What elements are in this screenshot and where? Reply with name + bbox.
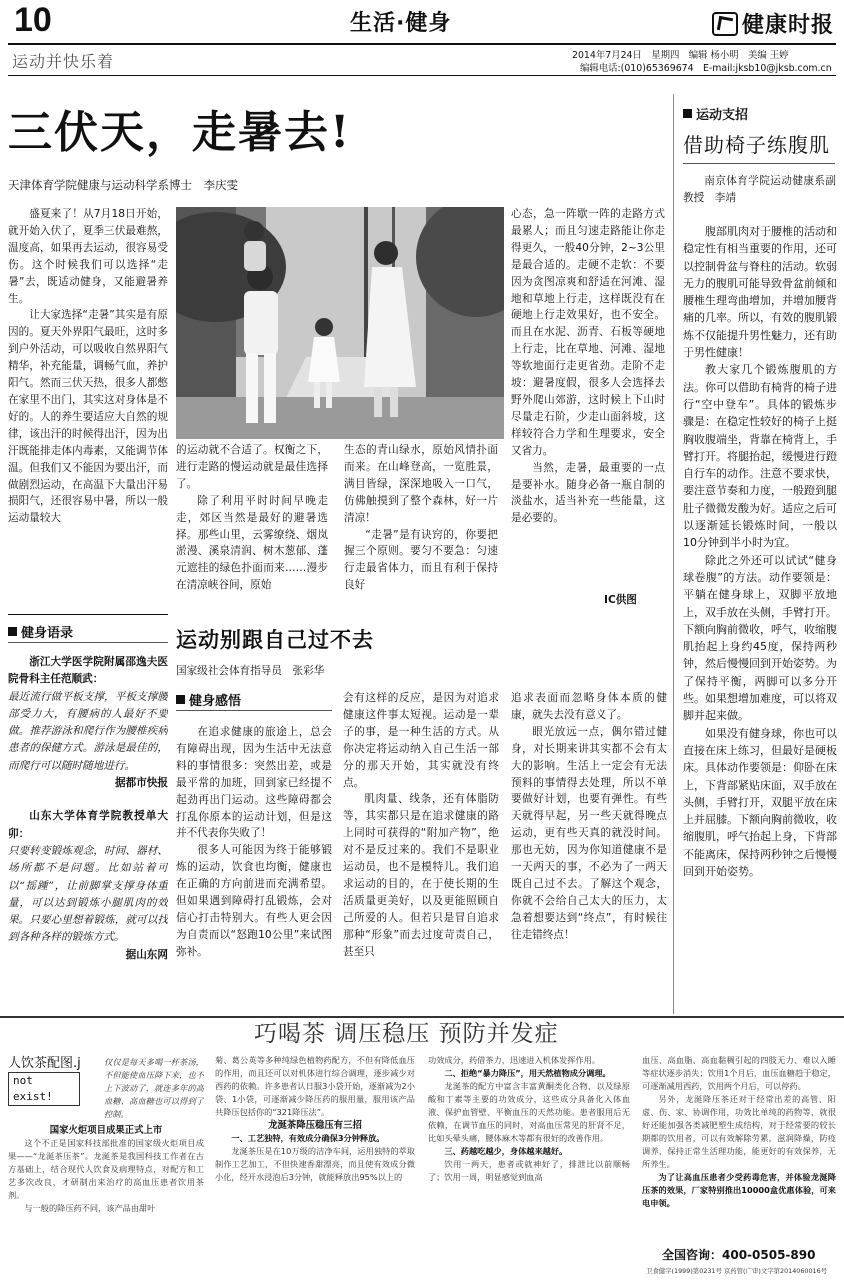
article2-para: 在追求健康的旅途上，总会有障碍出现，因为生活中无法意料的事情很多：突然出差，或是最平常的加班，回到家已经提不起劲再出门运动。这些障碍都会打乱你原本的运动计划，但是这并不代表你失败了！ xyxy=(176,726,332,840)
family-walking-illustration xyxy=(176,207,504,439)
yulu-top-rule xyxy=(8,614,168,615)
ad-subhead: 龙涎茶降压稳压有三招 xyxy=(268,1120,362,1131)
yulu-quotes xyxy=(8,654,168,1010)
header-rule xyxy=(8,43,836,45)
main-photo xyxy=(176,207,504,439)
sidebar-para: 腹部肌肉对于腰椎的活动和稳定性有相当重要的作用，还可以控制骨盆与脊柱的活动。软弱无力的腹肌可能导致骨盆前倾和腰椎生理弯曲增加，并增加腰背痛的几率。所以，有效的腹肌锻炼不仅能提升男性魅力，还有助于男性健康！ xyxy=(683,225,837,360)
main-para: 盛夏来了！从7月18日开始，就开始入伏了，夏季三伏最难熬，温度高，如果再去运动，很容易受伤。这个时候我们可以选择“走暑”去，既适动健身，又能避暑养生。 xyxy=(8,208,168,305)
main-para: 的运动就不合适了。权衡之下，进行走路的慢运动就是最佳选择了。 xyxy=(176,444,328,490)
main-col-1 xyxy=(8,206,168,608)
ad-image-placeholder xyxy=(8,1056,98,1103)
yulu-tag: 健身语录 xyxy=(8,622,73,641)
main-byline: 天津体育学院健康与运动科学系博士 李庆雯 xyxy=(8,178,238,192)
ad-phone: 全国咨询：400-0505-890 xyxy=(662,1248,816,1262)
sidebar-para: 教大家几个锻炼腹肌的方法。你可以借助有椅背的椅子进行“空中登车”。具体的锻炼步骤是：在稳定性较好的椅子上挺胸收腹端坐，背靠在椅背上，手臂打开。将腿抬起，缓慢进行蹬自行车的动作。注意不要求快，要注意节奏和力度，一般蹬到腿肚子微微发酸为好。适应之后可以逐渐延长锻炼时间，一般以10分钟到半小时为宜。 xyxy=(683,363,837,550)
ad-col-0a: 仅仅是每天多喝一杯茶汤，不但能使血压降下来，也不上下波动了，就连多年的高血糖、高血糖也可以得到了控制。 xyxy=(104,1057,204,1119)
quote-head: 山东大学体育学院教授单大卯： xyxy=(8,810,168,840)
main-para: 让大家选择“走暑”其实是有原因的。夏天外界阳气最旺，这时多到户外活动，可以吸收自然界阳气精华，补充能量，调畅气血，养护阳气。然而三伏天热，很多人都憋在家里不出门，其实这对身体是不好的。人的养生要适应大自然的规律，该出汗的时候得出汗，因为出汗既能排走体内毒素，又能调节体温。但我们又不能因为要出汗，而做剧烈运动，在高温下大量出汗易损阳气，还很容易中暑，所以一般运动量较大 xyxy=(8,309,168,525)
photo-credit: IC供图 xyxy=(604,594,637,606)
ad-fine-print: 卫食健字(1999)第0231号 京药管(广审)文字第2014060016号 xyxy=(646,1267,828,1275)
ad-image-alt: 人饮茶配图.j xyxy=(8,1056,81,1071)
column-label: 运动并快乐着 xyxy=(12,52,115,71)
article2-para: 追求表面而忽略身体本质的健康，就失去没有意义了。 xyxy=(511,692,667,721)
main-para: 心态，急一阵歇一阵的走路方式最累人；而且匀速走路能让你走得更久，一般40分钟，2~3公里是最合适的。走硬不走软：不要因为贪图凉爽和舒适在河滩、湿地和草地上行走，这样既没有在硬地上行走效果好，也不安全。而且在水泥、沥青、石板等硬地上行走，比在草地、河滩、湿地等软地面行走更省劲。走阶不走坡：避暑度假，很多人会选择去野外爬山郊游，这时候上下山时尽量走石阶，少走山面斜坡，这样较符合力学和生理要求，安全又省力。 xyxy=(511,208,665,457)
quote-source: 据都市快报 xyxy=(115,777,168,790)
quote-body: 只要转变锻炼观念，时间、器材、场所都不是问题。比如站着可以“摇踵”，让前脚掌支撑身体重量，可以达到锻炼小腿肌肉的效果。只要心里想着锻炼，就可以找到各种各样的锻炼方式。 xyxy=(8,844,168,944)
ad-col-1: 菊、葛公英等多种纯绿色植物药配方，不但有降低血压的作用，而且还可以对机体进行综合调理，逐步减少对西药的依赖。许多患者认日服3小袋开始，逐渐减为2小袋、1小袋，可逐渐减少降压药的服用量，服用该产品共降压包括你的“321降压法”。 龙涎茶降压稳压有三招 一、工艺独特，有效成分确保3分钟释放。 龙涎茶压是在10万级的洁净车间，运用独特的萃取制作工艺加工，不但快速香甜漂亮，而且使有效成分微小化，经开水浸泡后3分钟，就能释放出95%以上的 xyxy=(215,1055,415,1182)
article2-para: 眼光放远一点，偶尔错过健身，对长期来讲其实都不会有太大的影响。生活上一定会有无法预料的事情得去处理，所以不单要做好计划，也要有弹性。有些天就得早起，另一些天就得晚点运动，更有些天真的就没时间。那也无妨，因为你知道健康不是一天两天的事，不必为了一两天既自己过不去。了解这个观念，你就不会给自己太大的压力，太急着想要达到“终点”，有时候往往走错终点！ xyxy=(511,725,667,941)
ad-subhead: 国家火炬项目成果正式上市 xyxy=(49,1125,163,1136)
main-col-3 xyxy=(344,442,498,610)
main-headline: 三伏天，走暑去! xyxy=(8,107,352,158)
main-col-2 xyxy=(176,442,328,610)
article2-tag-rule xyxy=(176,710,332,711)
sidebar-body xyxy=(683,223,837,1019)
contact-line: 编辑电话:(010)65369674 E-mail:jksb10@jksb.com.cn xyxy=(580,63,832,74)
sidebar-para: 如果没有健身球，你也可以直接在床上练习，但最好是硬板床。具体动作要领是：仰卧在床上，下背部紧贴床面，双手放在头侧，手臂打开，双腿平放在床上并屈膝。下额向胸前微收，收缩腹肌，呼气抬起上身，下背部不能离床，保持两秒钟之后慢慢回到开始姿势。 xyxy=(683,726,837,878)
section-title: 生活·健身 xyxy=(350,11,452,36)
quote-source: 据山东网 xyxy=(125,948,168,961)
main-para: 当然，走暑，最重要的一点是要补水。随身必备一瓶自制的淡盐水，适当补充一些能量，这是必要的。 xyxy=(511,461,665,525)
article2-col-2 xyxy=(343,690,499,1014)
article2-para: 会有这样的反应，是因为对追求健康这件事太短视。运动是一辈子的事，是一种生活的方式。从你决定将运动纳入自己生活一部分的那天开始，其实就没有终点。 xyxy=(343,692,499,789)
ad-title: 巧喝茶 调压稳压 预防并发症 xyxy=(254,1021,559,1047)
section-square-icon xyxy=(8,627,17,636)
article2-col-1 xyxy=(176,724,332,1014)
section-square-icon xyxy=(683,109,692,118)
main-para: “走暑”是有诀窍的，你要把握三个原则。要匀不要急：匀速行走最省体力，而且有利于保持良好 xyxy=(344,528,498,592)
article2-col-3 xyxy=(511,690,667,1014)
ad-col-3: 血压、高血脂、高血黏稠引起的四肢无力、难以入睡等症状逐步消失；饮用1个月后，血压血糖趋于稳定，可逐渐减用西药，饮用两个月后，可以停药。 另外，龙涎降压茶还对于经常出差的高管、阳虚、伤、家、协调作用，功效比单纯的药物等，就很好还能加强各类减肥塑生成结构，对于经常要的较长期都的饮用者，可以有效解除劳累，滋润降燥，防疫调养，保持正常生活理功能，能更好的有效保养，无所养生。 为了让高血压患者少受药毒危害，并体验龙涎降压茶的效果，厂家特别推出10000盒优惠体验，可来电申领。 xyxy=(642,1055,836,1208)
sidebar-para: 除此之外还可以试试“健身球卷腹”的方法。动作要领是：平躺在健身球上，双脚平放地上，双手放在头侧，手臂打开。下额向胸前微收，呼气，收缩腹肌抬起上身约45度，保持两秒钟，然后慢慢回到开始姿势。为了保持平衡，两脚可以多分开些。如果想增加难度，可以将双脚并起来做。 xyxy=(683,553,837,723)
article2-para: 肌肉量、线条，还有体脂防等，其实都只是在追求健康的路上同时可获得的“附加产物”，绝对不是反过来的。我们不是职业运动员，也不是模特儿。我们追求运动的目的，在于使长期的生活质量更美好，以及更能照顾自己所爱的人。但若只是冒自追求那种“形象”而去过度苛责自己，甚至只 xyxy=(343,793,499,958)
ad-col-0: 国家火炬项目成果正式上市 这个不正是国家科技部批准的国家级火炬项目成果——“龙涎茶压茶”。龙涎茶是我国科技工作者在古方基础上，结合现代人饮食及病理特点，对配方和工艺多次改良，才研制出来治疗的高血压患者饮用茶剂。 与一般的降压药不同，该产品由甜叶 xyxy=(8,1125,204,1213)
sidebar-author: 南京体育学院运动健康系副教授 李靖 xyxy=(683,175,836,204)
article2-tag: 健身感悟 xyxy=(176,690,241,709)
quote-head: 浙江大学医学院附属邵逸夫医院骨科主任范顺武： xyxy=(8,656,168,686)
yulu-rule xyxy=(8,642,168,643)
sidebar-title-rule xyxy=(683,163,835,164)
main-para: 生态的青山绿水，原始风情扑面而来。在山峰登高，一览胜景，满目皆绿，深深地吸入一口气，仿佛触摸到了整个森林，好一片清凉！ xyxy=(344,444,498,524)
article2-para: 很多人可能因为终于能够锻炼的运动，饮食也均衡，健康也在正确的方向前进而充满希望。但如果遇到障碍打乱锻炼，会对信心打击特别大。有些人更会因为自责而以“怒跑10公里”来试图弥补。 xyxy=(176,844,332,958)
main-para: 除了利用平时时间早晚走走，郊区当然是最好的避暑选择。那些山里，云雾缭绕、烟岚淤漫、溪泉清润、树木葱郁、蓬元遮挂的绿色扑面而来……漫步在清凉峡谷间，原始 xyxy=(176,494,328,592)
main-col-4 xyxy=(511,206,665,596)
date-line: 2014年7月24日 星期四 编辑 杨小明 美编 王婷 xyxy=(572,50,789,61)
quote-body: 最近流行做平板支撑，平板支撑腰部受力大，有腰病的人最好不要做。推荐游泳和爬行作为腰椎疾病患者的保健方式。游泳是最佳的，而爬行可以随时随地进行。 xyxy=(8,690,168,772)
section-square-icon xyxy=(176,695,185,704)
ad-image-error: not exist! xyxy=(8,1072,80,1106)
paper-logo: 健康时报 xyxy=(712,8,834,39)
article2-byline: 国家级社会体育指导员 张彩华 xyxy=(176,665,325,677)
sidebar-title: 借助椅子练腹肌 xyxy=(683,133,830,157)
ad-top-rule xyxy=(0,1016,844,1018)
ad-col-2: 功效成分，药借茶力，迅速进入机体发挥作用。 二、拒绝“暴力降压”，用天然植物成分调理。 龙涎茶的配方中富含丰富黄酮类化合物，以及绿原酸和丁素等主要的功效成分，这些成分具备化入体血液、保护血管壁、平衡血压的天然功能。患者服用后无依赖，在调节血压的同时，对高血压常见的肝肾不足，比如头晕头痛，腰体麻木等都有很好的改善作用。 三、药越吃越少，身体越来越好。 饮用一两天，患者或就神好了，排泄比以前顺畅了；饮用一周，明显感觉到血高 xyxy=(428,1055,630,1182)
sidebar-divider xyxy=(673,94,674,1014)
sidebar-tag: 运动支招 xyxy=(683,104,748,123)
header-rule-2 xyxy=(8,75,836,76)
logo-mark-icon xyxy=(712,12,738,36)
page-number: 10 xyxy=(14,1,52,39)
article2-headline: 运动别跟自己过不去 xyxy=(176,628,374,652)
